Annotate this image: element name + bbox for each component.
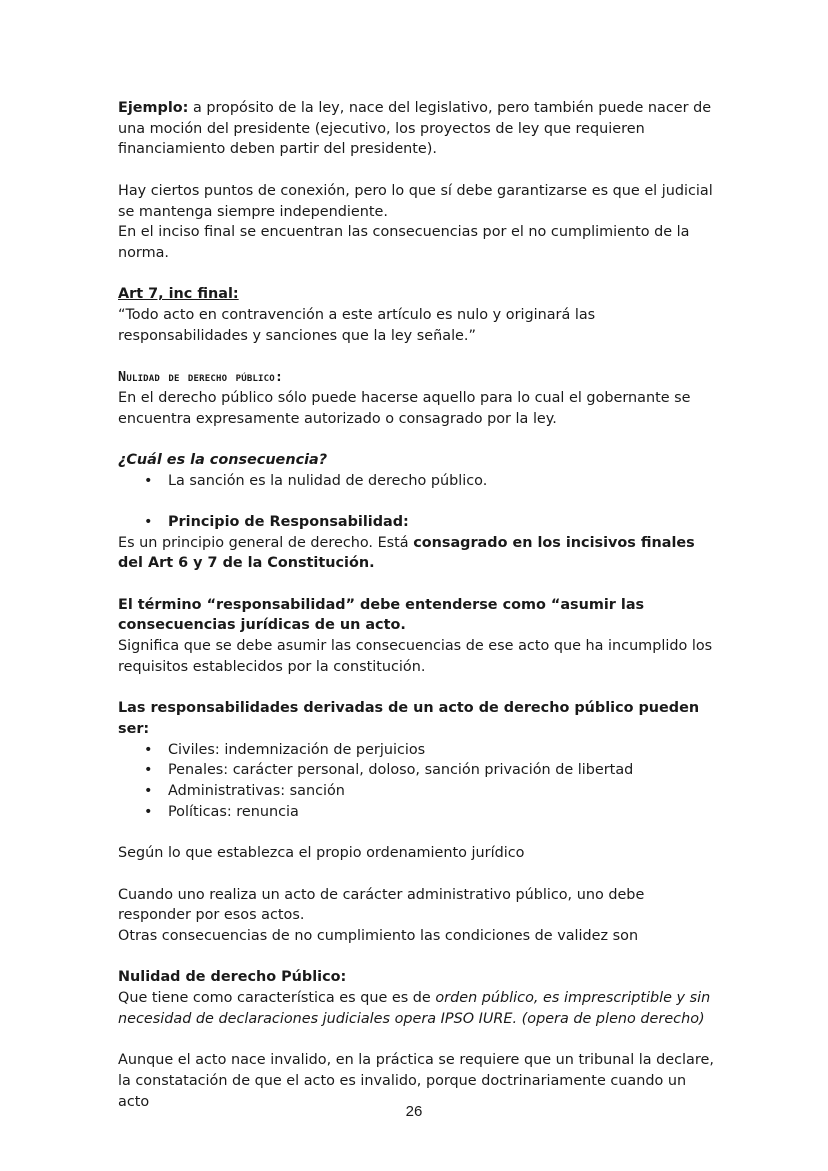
principio-text-b: consagrado en los incisivos finales del Art 6 y 7 de la Constitución. bbox=[118, 534, 695, 572]
nulidad2-text bbox=[118, 988, 718, 1029]
responsabilidades-heading bbox=[118, 698, 718, 739]
principio-text-a: Es un principio general de derecho. Está bbox=[118, 534, 414, 551]
paragraph-aunque: Aunque el acto nace invalido, en la práctica se requiere que un tribunal la declare, la constatación de que el acto es invalido, porque doctrinariamente cuando un acto bbox=[118, 1052, 714, 1110]
page-content bbox=[118, 98, 718, 1112]
responsabilidades-heading-text: Las responsabilidades derivadas de un acto de derecho público pueden ser: bbox=[118, 700, 700, 737]
paragraph-ejemplo bbox=[118, 98, 718, 160]
termino-bold-text: El término “responsabilidad” debe entenderse como “asumir las consecuencias jurídicas de un acto. bbox=[118, 596, 645, 634]
list-item: • Penales: carácter personal, doloso, sanción privación de libertad bbox=[118, 760, 718, 781]
art7-quote: “Todo acto en contravención a este artículo es nulo y originará las responsabilidades y sanciones que la ley señale.” bbox=[118, 307, 596, 344]
termino-text: Significa que se debe asumir las consecuencias de ese acto que ha incumplido los requisitos establecidos por la constitución. bbox=[118, 638, 713, 675]
termino-bold bbox=[118, 595, 718, 636]
paragraph-cuando-a: Cuando uno realiza un acto de carácter administrativo público, uno debe responder por esos actos. bbox=[118, 886, 645, 924]
list-item bbox=[118, 512, 718, 533]
nulidad2-text-b: orden público, es imprescriptible y sin necesidad de declaraciones judiciales opera IPSO IURE. (opera de pleno derecho) bbox=[118, 990, 711, 1027]
paragraph-segun: Según lo que establezca el propio ordenamiento jurídico bbox=[118, 845, 525, 862]
consecuencia-list bbox=[118, 471, 718, 492]
nulidad2-heading-text: Nulidad de derecho Público: bbox=[118, 969, 347, 986]
responsabilidades-list bbox=[118, 740, 718, 823]
ejemplo-text: a propósito de la ley, nace del legislativo, pero también puede nacer de una moción del presidente (ejecutivo, los proyectos de ley que requieren financiamiento deben partir del presidente). bbox=[118, 100, 712, 158]
page-number: 26 bbox=[405, 1103, 423, 1120]
consecuencia-question bbox=[118, 450, 718, 471]
list-item: • Civiles: indemnización de perjuicios bbox=[118, 740, 718, 761]
nulidad2-text-a: Que tiene como característica es que es de bbox=[118, 990, 436, 1007]
list-item: • La sanción es la nulidad de derecho público. bbox=[118, 471, 718, 492]
nulidad-text: En el derecho público sólo puede hacerse aquello para lo cual el gobernante se encuentra expresamente autorizado o consagrado por la ley. bbox=[118, 389, 691, 427]
paragraph-conexion: Hay ciertos puntos de conexión, pero lo que sí debe garantizarse es que el judicial se mantenga siempre independiente. bbox=[118, 182, 713, 220]
paragraph-cuando-b: Otras consecuencias de no cumplimiento las condiciones de validez son bbox=[118, 927, 639, 944]
list-item: • Administrativas: sanción bbox=[118, 781, 718, 802]
art7-heading: Art 7, inc final: bbox=[118, 286, 239, 303]
principio-text bbox=[118, 533, 718, 574]
principio-list bbox=[118, 512, 718, 533]
principio-bullet: Principio de Responsabilidad: bbox=[168, 513, 409, 530]
consecuencia-question-text: ¿Cuál es la consecuencia? bbox=[118, 451, 328, 468]
nulidad2-heading bbox=[118, 967, 718, 988]
paragraph-inciso-final: En el inciso final se encuentran las consecuencias por el no cumplimiento de la norma. bbox=[118, 224, 690, 261]
nulidad-heading: Nulidad de derecho público: bbox=[118, 369, 284, 386]
ejemplo-label: Ejemplo: bbox=[118, 100, 189, 116]
list-item: • Políticas: renuncia bbox=[118, 802, 718, 823]
